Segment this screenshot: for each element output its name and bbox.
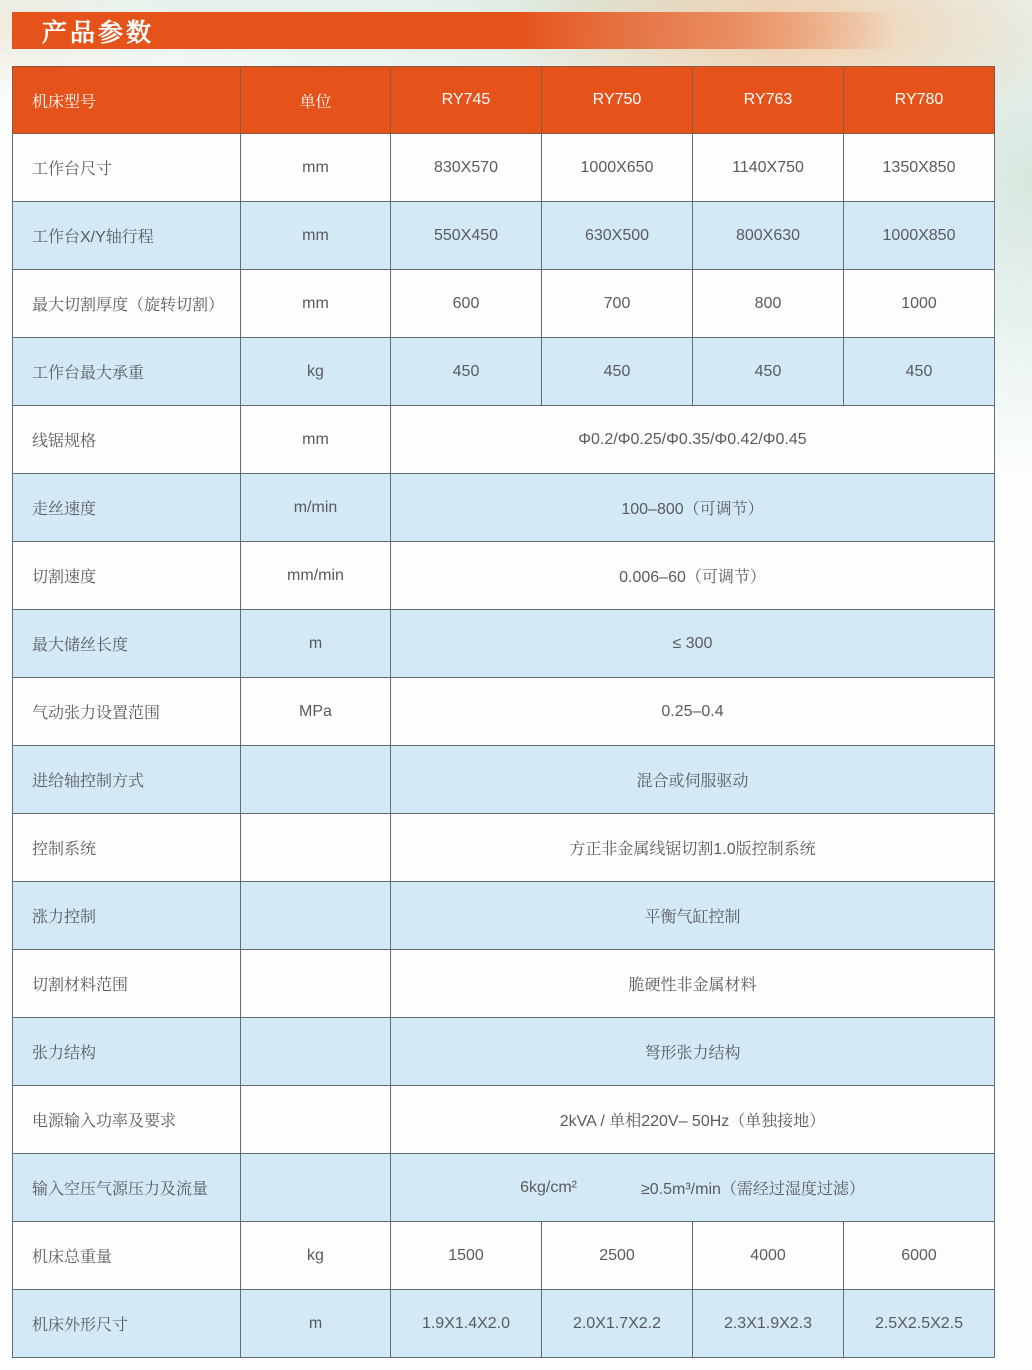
merged-value-cell: 混合或伺服驱动 bbox=[391, 746, 995, 814]
unit-cell: mm bbox=[241, 406, 391, 474]
air-pressure-value: 6kg/cm² bbox=[520, 1178, 577, 1196]
table-row bbox=[13, 1086, 995, 1154]
col-header-model-ry763: RY763 bbox=[693, 67, 844, 134]
merged-value-cell: ≤ 300 bbox=[391, 610, 995, 678]
value-cell: 600 bbox=[391, 270, 542, 338]
row-label: 机床总重量 bbox=[13, 1222, 241, 1290]
unit-cell: m/min bbox=[241, 474, 391, 542]
merged-value-cell: 弩形张力结构 bbox=[391, 1018, 995, 1086]
unit-cell bbox=[241, 950, 391, 1018]
unit-cell bbox=[241, 1154, 391, 1222]
section-title-banner bbox=[12, 12, 984, 49]
table-row bbox=[13, 1018, 995, 1086]
value-cell: 2.3X1.9X2.3 bbox=[693, 1290, 844, 1358]
col-header-model-ry750: RY750 bbox=[542, 67, 693, 134]
row-label: 切割材料范围 bbox=[13, 950, 241, 1018]
unit-cell bbox=[241, 882, 391, 950]
value-cell: 6000 bbox=[844, 1222, 995, 1290]
merged-value-cell: 脆硬性非金属材料 bbox=[391, 950, 995, 1018]
value-cell: 700 bbox=[542, 270, 693, 338]
row-label: 工作台尺寸 bbox=[13, 134, 241, 202]
table-row bbox=[13, 270, 995, 338]
table-row bbox=[13, 134, 995, 202]
table-row bbox=[13, 814, 995, 882]
table-row bbox=[13, 202, 995, 270]
merged-value-cell: 方正非金属线锯切割1.0版控制系统 bbox=[391, 814, 995, 882]
merged-value-cell: 0.25–0.4 bbox=[391, 678, 995, 746]
merged-value-cell: 平衡气缸控制 bbox=[391, 882, 995, 950]
table-row bbox=[13, 678, 995, 746]
table-row bbox=[13, 610, 995, 678]
value-cell: 1500 bbox=[391, 1222, 542, 1290]
air-flow-value: ≥0.5m³/min（需经过湿度过滤） bbox=[640, 1181, 865, 1198]
col-header-unit: 单位 bbox=[241, 67, 391, 134]
value-cell: 2500 bbox=[542, 1222, 693, 1290]
table-row bbox=[13, 746, 995, 814]
row-label: 线锯规格 bbox=[13, 406, 241, 474]
value-cell: 630X500 bbox=[542, 202, 693, 270]
row-label: 切割速度 bbox=[13, 542, 241, 610]
product-spec-table bbox=[12, 66, 995, 1358]
unit-cell: mm bbox=[241, 202, 391, 270]
row-label: 涨力控制 bbox=[13, 882, 241, 950]
page-title: 产品参数 bbox=[42, 18, 155, 47]
table-row bbox=[13, 950, 995, 1018]
row-label: 工作台最大承重 bbox=[13, 338, 241, 406]
row-label: 控制系统 bbox=[13, 814, 241, 882]
col-header-model-ry780: RY780 bbox=[844, 67, 995, 134]
table-row bbox=[13, 338, 995, 406]
value-cell: 2.0X1.7X2.2 bbox=[542, 1290, 693, 1358]
value-cell: 550X450 bbox=[391, 202, 542, 270]
row-label: 机床外形尺寸 bbox=[13, 1290, 241, 1358]
value-cell: 2.5X2.5X2.5 bbox=[844, 1290, 995, 1358]
merged-value-cell bbox=[391, 1154, 995, 1222]
row-label: 电源输入功率及要求 bbox=[13, 1086, 241, 1154]
table-row bbox=[13, 1222, 995, 1290]
unit-cell bbox=[241, 1086, 391, 1154]
value-cell: 1000X650 bbox=[542, 134, 693, 202]
unit-cell: m bbox=[241, 1290, 391, 1358]
value-cell: 450 bbox=[391, 338, 542, 406]
value-cell: 800 bbox=[693, 270, 844, 338]
value-cell: 450 bbox=[844, 338, 995, 406]
table-row bbox=[13, 542, 995, 610]
value-cell: 830X570 bbox=[391, 134, 542, 202]
unit-cell: m bbox=[241, 610, 391, 678]
merged-value-cell: 2kVA / 单相220V– 50Hz（单独接地） bbox=[391, 1086, 995, 1154]
value-cell: 1000X850 bbox=[844, 202, 995, 270]
table-row bbox=[13, 474, 995, 542]
unit-cell: kg bbox=[241, 338, 391, 406]
col-header-model-label: 机床型号 bbox=[13, 67, 241, 134]
table-row bbox=[13, 406, 995, 474]
merged-value-cell: 0.006–60（可调节） bbox=[391, 542, 995, 610]
header-row bbox=[13, 67, 995, 134]
col-header-model-ry745: RY745 bbox=[391, 67, 542, 134]
unit-cell: mm/min bbox=[241, 542, 391, 610]
merged-value-cell: Φ0.2/Φ0.25/Φ0.35/Φ0.42/Φ0.45 bbox=[391, 406, 995, 474]
value-cell: 800X630 bbox=[693, 202, 844, 270]
unit-cell: mm bbox=[241, 270, 391, 338]
row-label: 走丝速度 bbox=[13, 474, 241, 542]
row-label: 最大储丝长度 bbox=[13, 610, 241, 678]
value-cell: 450 bbox=[542, 338, 693, 406]
table-row bbox=[13, 1290, 995, 1358]
value-cell: 1350X850 bbox=[844, 134, 995, 202]
value-cell: 450 bbox=[693, 338, 844, 406]
row-label: 最大切割厚度（旋转切割） bbox=[13, 270, 241, 338]
value-cell: 4000 bbox=[693, 1222, 844, 1290]
value-cell: 1.9X1.4X2.0 bbox=[391, 1290, 542, 1358]
row-label: 工作台X/Y轴行程 bbox=[13, 202, 241, 270]
row-label: 张力结构 bbox=[13, 1018, 241, 1086]
merged-value-cell: 100–800（可调节） bbox=[391, 474, 995, 542]
unit-cell: kg bbox=[241, 1222, 391, 1290]
unit-cell: mm bbox=[241, 134, 391, 202]
value-cell: 1140X750 bbox=[693, 134, 844, 202]
value-cell: 1000 bbox=[844, 270, 995, 338]
unit-cell bbox=[241, 814, 391, 882]
table-row bbox=[13, 882, 995, 950]
unit-cell bbox=[241, 1018, 391, 1086]
unit-cell bbox=[241, 746, 391, 814]
row-label: 进给轴控制方式 bbox=[13, 746, 241, 814]
unit-cell: MPa bbox=[241, 678, 391, 746]
table-row bbox=[13, 1154, 995, 1222]
row-label: 输入空压气源压力及流量 bbox=[13, 1154, 241, 1222]
row-label: 气动张力设置范围 bbox=[13, 678, 241, 746]
